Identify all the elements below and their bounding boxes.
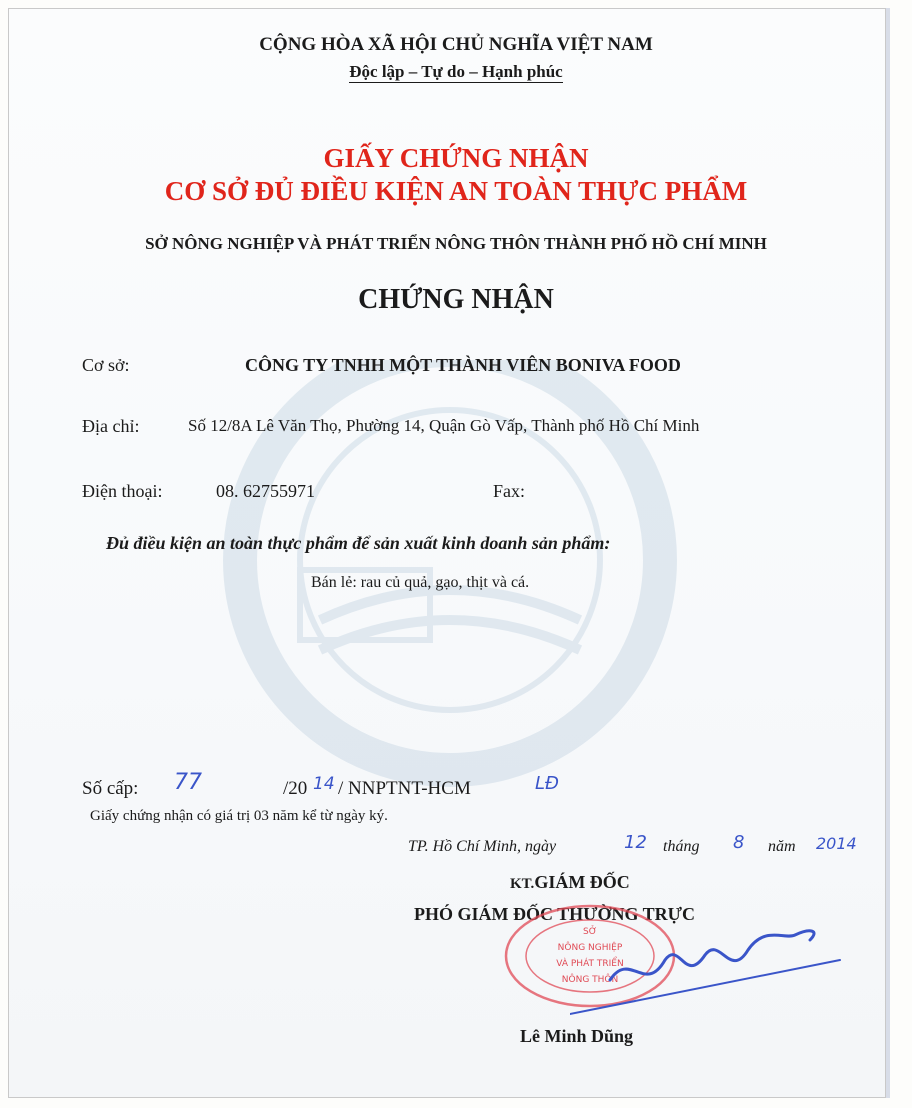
signatory-kt-prefix: KT. [510, 876, 535, 892]
place-date-prefix: TP. Hồ Chí Minh, ngày [408, 838, 557, 855]
stamp-line1: SỞ [583, 927, 597, 937]
phone-label: Điện thoại: [82, 481, 163, 501]
scope-products: Bán lẻ: rau củ quả, gạo, thịt và cá. [311, 574, 530, 591]
validity-note: Giấy chứng nhận có giá trị 03 năm kể từ ngày ký. [90, 808, 388, 824]
certificate-title-line2: CƠ SỞ ĐỦ ĐIỀU KIỆN AN TOÀN THỰC PHẨM [164, 176, 748, 206]
motto-text: Độc lập – Tự do – Hạnh phúc [349, 62, 563, 81]
signatory-role1: GIÁM ĐỐC [534, 872, 630, 892]
facility-name: CÔNG TY TNHH MỘT THÀNH VIÊN BONIVA FOOD [245, 355, 681, 375]
issue-code: / NNPTNT-HCM [338, 778, 471, 799]
date-year: 2014 [816, 834, 857, 853]
facility-label: Cơ sở: [82, 355, 130, 375]
stamp-line2: NÔNG NGHIỆP [557, 943, 623, 953]
date-month-label: tháng [663, 838, 700, 855]
nation-header: CỘNG HÒA XÃ HỘI CHỦ NGHĨA VIỆT NAM [259, 34, 653, 55]
date-year-label: năm [768, 838, 796, 855]
issue-year-prefix: /20 [283, 778, 308, 799]
address-label: Địa chỉ: [82, 416, 140, 436]
issue-number-handwritten: 77 [174, 770, 202, 795]
date-month: 8 [733, 832, 745, 853]
signatory-role2: PHÓ GIÁM ĐỐC THƯỜNG TRỰC [414, 904, 696, 924]
signatory-name: Lê Minh Dũng [520, 1026, 634, 1046]
issue-code-handwritten: LĐ [535, 773, 559, 794]
certificate-heading: CHỨNG NHẬN [358, 284, 554, 315]
date-day: 12 [624, 832, 647, 853]
issue-number-label: Số cấp: [82, 778, 139, 799]
signatory-kt [510, 872, 630, 893]
issuer: SỞ NÔNG NGHIỆP VÀ PHÁT TRIỂN NÔNG THÔN THÀNH PHỐ HỒ CHÍ MINH [145, 234, 767, 253]
address-value: Số 12/8A Lê Văn Thọ, Phường 14, Quận Gò Vấp, Thành phố Hồ Chí Minh [188, 416, 700, 435]
phone-value: 08. 62755971 [216, 481, 315, 501]
fax-label: Fax: [493, 481, 526, 501]
stamp-line4: NÔNG THÔN [561, 975, 619, 985]
stamp-line3: VÀ PHÁT TRIỂN [556, 959, 624, 969]
motto [0, 62, 912, 82]
certificate-title-line1: GIẤY CHỨNG NHẬN [323, 143, 589, 173]
issue-year-handwritten: 14 [313, 774, 335, 794]
scope-statement: Đủ điều kiện an toàn thực phẩm để sản xuất kinh doanh sản phẩm: [106, 533, 611, 553]
